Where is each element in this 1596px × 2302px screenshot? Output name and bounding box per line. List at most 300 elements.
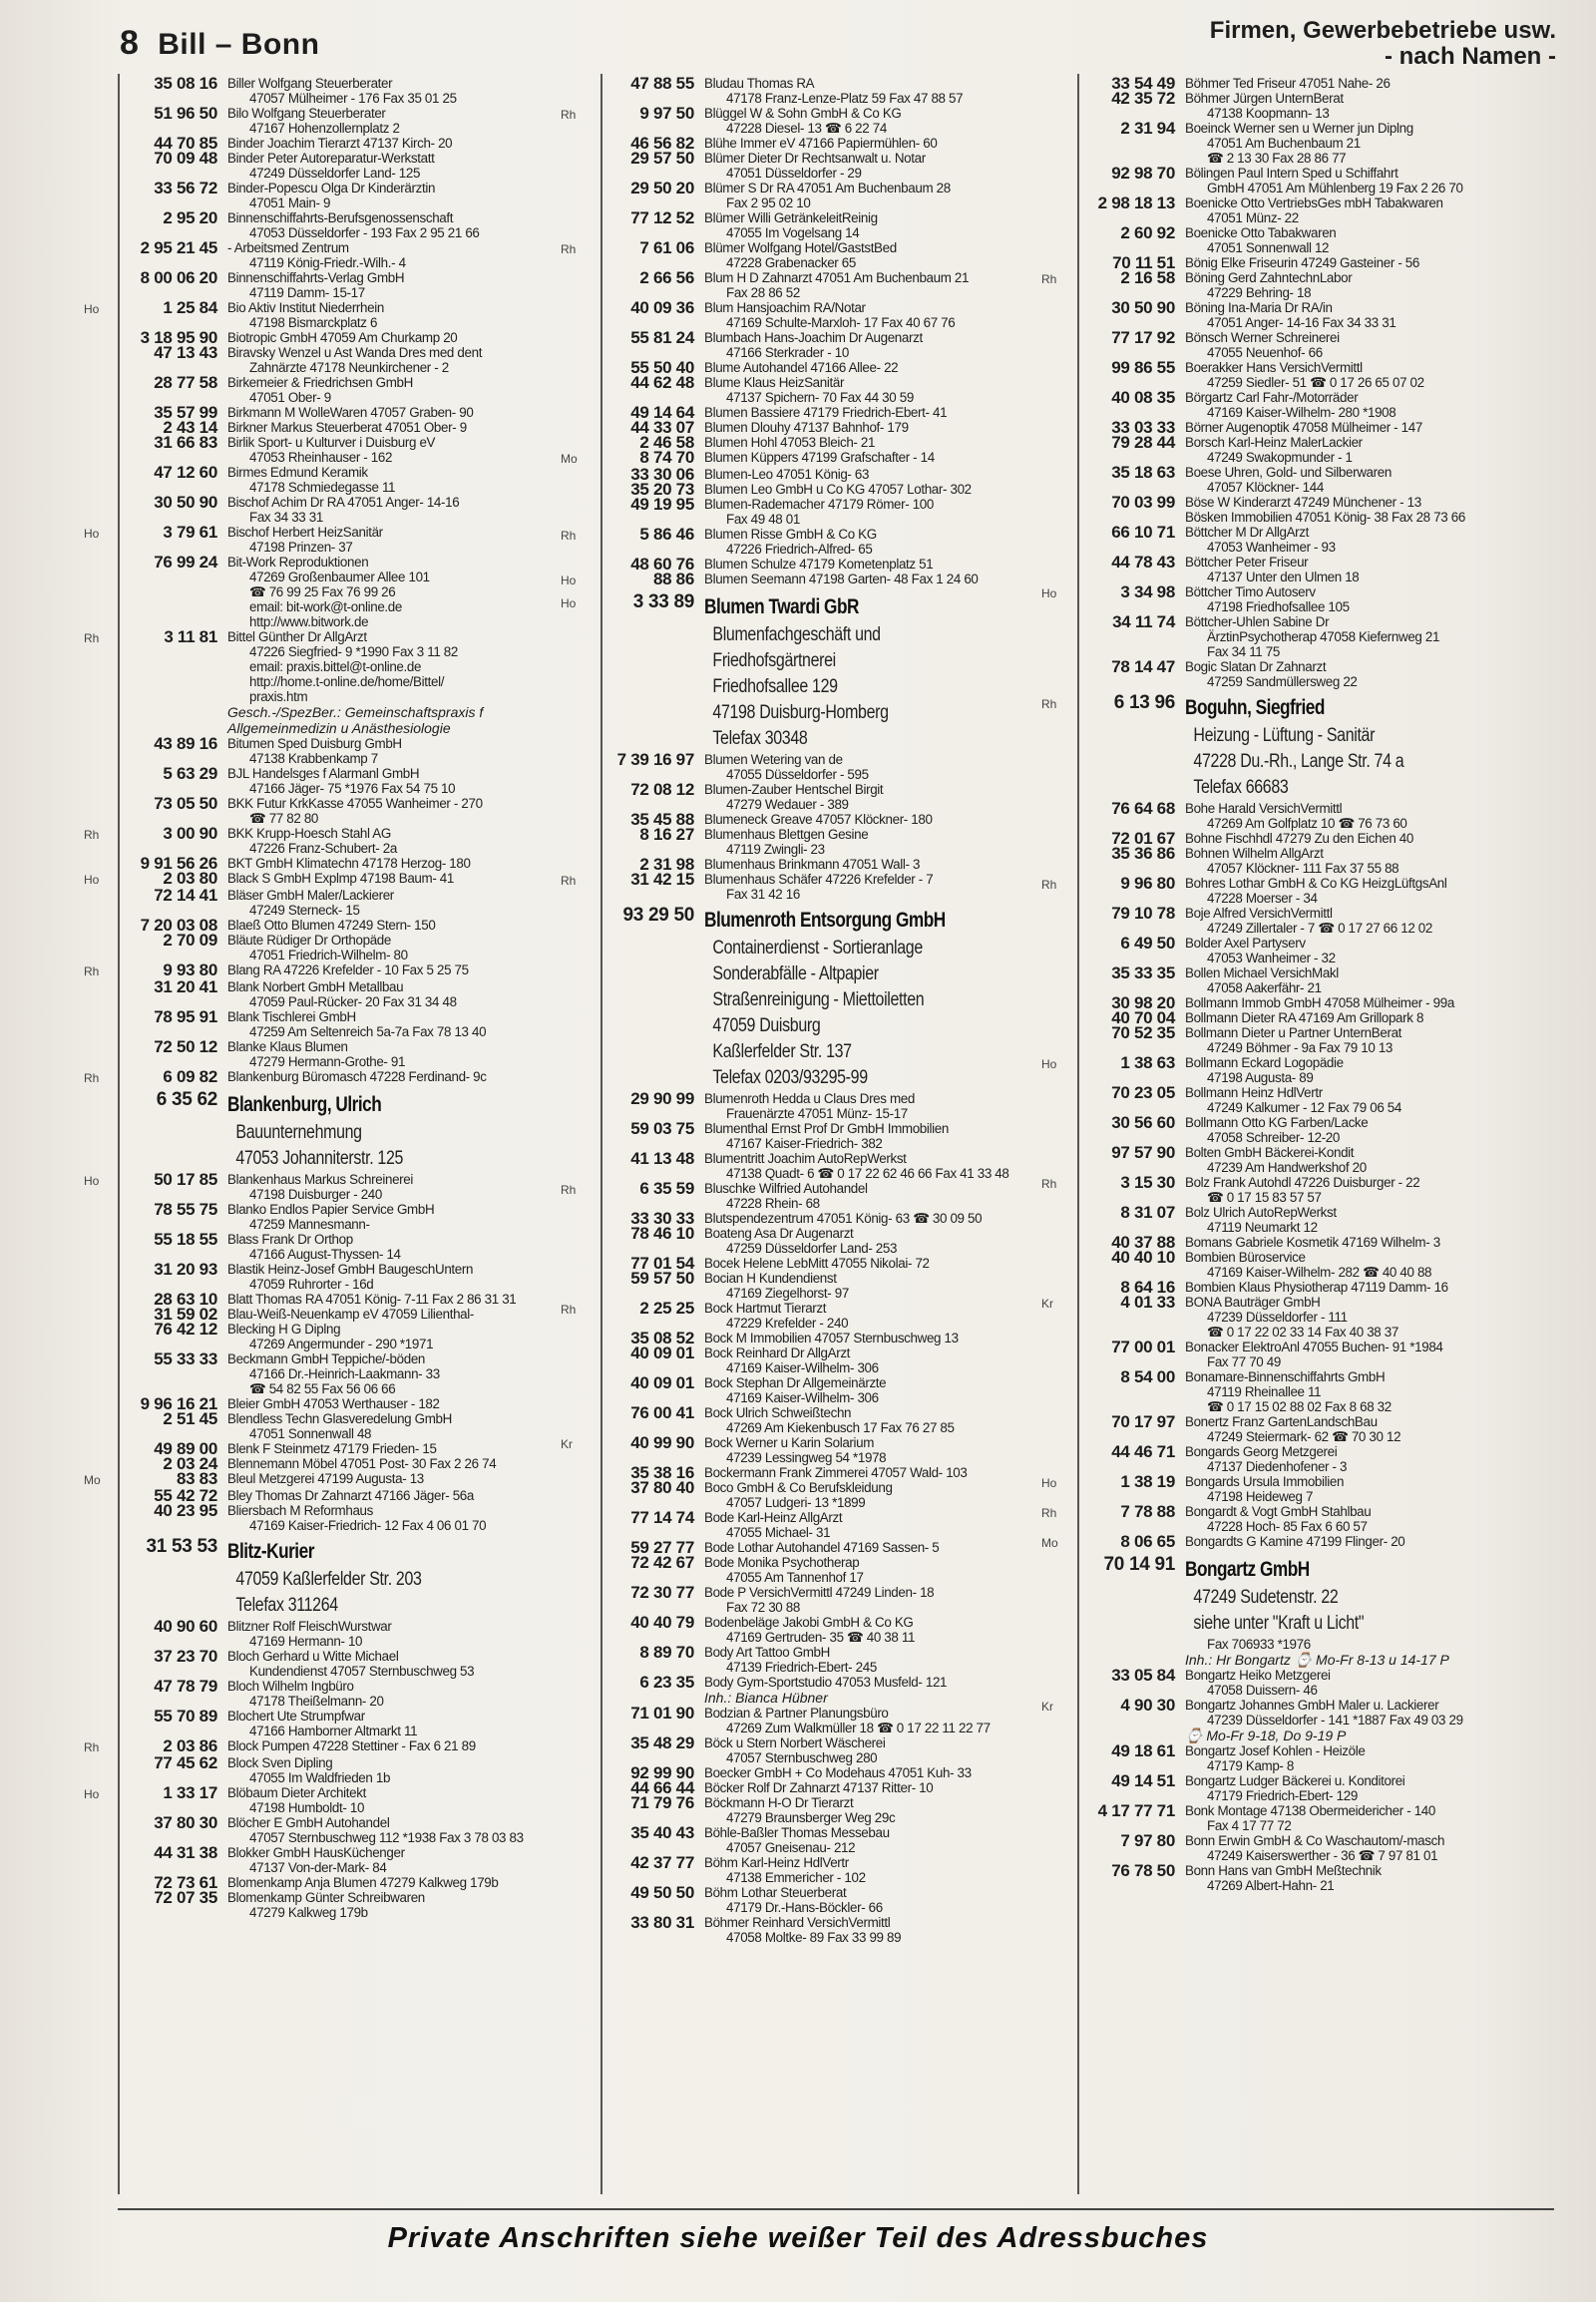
ad-line: siehe unter "Kraft u Licht" — [1193, 1613, 1365, 1634]
district-code — [84, 1875, 118, 1877]
phone-number: 72 07 35 — [154, 1888, 217, 1907]
entry-text — [1185, 1055, 1580, 1085]
listing-entry — [1041, 121, 1580, 166]
business-name: Bittel Günther Dr AllgArzt — [227, 629, 367, 644]
phone-number: 70 14 91 — [1103, 1554, 1175, 1575]
phone-number: 6 35 62 — [156, 1089, 217, 1110]
entry-text — [704, 908, 1077, 1091]
entry-line: 47166 Jäger- 75 *1976 Fax 54 75 10 — [249, 781, 456, 796]
phone-number: 7 61 06 — [639, 238, 694, 257]
phone-number: 49 50 50 — [630, 1883, 694, 1902]
phone-number: 35 18 63 — [1111, 463, 1175, 482]
entry-line: 47051 Ober- 9 — [249, 390, 331, 405]
entry-text — [704, 1780, 1077, 1795]
business-name: Bonertz Franz GartenLandschBau — [1185, 1414, 1378, 1429]
entry-text — [227, 979, 600, 1009]
business-name: Blumeneck Greave 47057 Klöckner- 180 — [704, 812, 933, 827]
listing-entry — [1041, 1295, 1580, 1340]
phone-number: 71 01 90 — [630, 1704, 694, 1723]
entry-text — [227, 888, 600, 918]
district-code — [84, 1503, 118, 1505]
district-code — [1041, 300, 1075, 302]
district-code — [1041, 1235, 1075, 1237]
phone-number: 44 78 43 — [1111, 553, 1175, 572]
phone-number: 88 86 — [652, 570, 694, 588]
district-code — [561, 1540, 595, 1542]
business-name: Böttcher-Uhlen Sabine Dr — [1185, 614, 1330, 629]
listing-entry — [1041, 1250, 1580, 1280]
entry-line: 47249 Kalkumer - 12 Fax 79 06 54 — [1207, 1100, 1401, 1115]
entry-text — [1185, 1557, 1580, 1652]
phone-number: 49 18 61 — [1111, 1741, 1175, 1760]
entry-line: 47269 Großenbaumer Allee 101 — [249, 570, 430, 584]
ad-title-row — [227, 1539, 600, 1567]
phone-number: 40 40 10 — [1111, 1248, 1175, 1267]
entry-note: ⌚ Mo-Fr 9-18, Do 9-19 P — [1185, 1727, 1347, 1743]
district-code — [1041, 465, 1075, 467]
business-name: Bischof Achim Dr RA 47051 Anger- 14-16 — [227, 495, 460, 510]
entry-line: 47167 Kaiser-Friedrich- 382 — [726, 1136, 883, 1151]
listing-entry — [84, 826, 600, 856]
entry-line: 47058 Moltke- 89 Fax 33 99 89 — [726, 1930, 902, 1945]
district-code — [1041, 1250, 1075, 1252]
phone-number: 5 63 29 — [163, 764, 217, 783]
phone-number: 30 50 90 — [1111, 298, 1175, 317]
listing-entry — [561, 330, 1077, 360]
business-name: Binnenschiffahrts-Berufsgenossenschaft — [227, 210, 454, 225]
phone-number: 59 57 50 — [630, 1269, 694, 1288]
district-code — [1041, 1773, 1075, 1775]
entry-line: 47279 Hermann-Grothe- 91 — [249, 1054, 406, 1069]
footer-note: Private Anschriften siehe weißer Teil des Adressbuches — [387, 2222, 1209, 2254]
phone-number: 41 13 48 — [630, 1149, 694, 1168]
district-code — [84, 1351, 118, 1353]
phone-number: 99 86 55 — [1111, 358, 1175, 377]
phone-number: 50 17 85 — [154, 1170, 217, 1189]
listing-entry — [1041, 360, 1580, 390]
listing-entry — [1041, 906, 1580, 936]
district-code — [84, 76, 118, 78]
entry-line: 47051 Sonnenwall 48 — [249, 1426, 372, 1441]
entry-text — [1185, 1414, 1580, 1444]
ad-line: Telefax 311264 — [235, 1595, 338, 1616]
phone-number: 31 66 83 — [154, 433, 217, 452]
phone-number: 2 70 09 — [163, 931, 217, 950]
business-name: Boenicke Otto Tabakwaren — [1185, 225, 1337, 240]
business-name: Body Gym-Sportstudio 47053 Musfeld- 121 — [704, 1675, 948, 1690]
listing-entry — [561, 1345, 1077, 1375]
phone-number: 40 09 01 — [630, 1343, 694, 1362]
district-code — [561, 1555, 595, 1557]
phone-number: 70 17 97 — [1111, 1412, 1175, 1431]
entry-text — [1185, 1698, 1580, 1727]
entry-line: http://home.t-online.de/home/Bittel/ — [249, 674, 445, 689]
phone-number: 7 78 88 — [1120, 1502, 1175, 1521]
entry-line: 47051 Anger- 14-16 Fax 34 33 31 — [1207, 315, 1396, 330]
entry-text — [1185, 1205, 1580, 1235]
entry-text — [1185, 390, 1580, 420]
business-name: BONA Bauträger GmbH — [1185, 1295, 1321, 1310]
entry-text — [704, 136, 1077, 151]
phone-number: 33 56 72 — [154, 179, 217, 197]
phone-number: 72 14 41 — [154, 886, 217, 905]
entry-text — [227, 856, 600, 871]
entry-line: 47229 Krefelder - 240 — [726, 1316, 849, 1331]
district-code — [84, 1755, 118, 1757]
business-name: Body Art Tattoo GmbH — [704, 1645, 830, 1660]
phone-number: 72 30 77 — [630, 1583, 694, 1602]
business-name: Bock Ulrich Schweißtechn — [704, 1405, 852, 1420]
business-name: Boenicke Otto VertriebsGes mbH Tabakwaren — [1185, 195, 1443, 210]
phone-number: 2 25 25 — [639, 1299, 694, 1318]
entry-line: 47259 Sandmüllersweg 22 — [1207, 674, 1358, 689]
district-code: Rh — [1041, 1177, 1057, 1191]
listing-entry — [561, 1091, 1077, 1121]
district-code — [1041, 390, 1075, 392]
business-name: Black S GmbH Explmp 47198 Baum- 41 — [227, 871, 455, 886]
entry-line: 47178 Theißelmann- 20 — [249, 1694, 384, 1709]
business-name: Bluschke Wilfried Autohandel — [704, 1181, 868, 1196]
entry-text — [1185, 255, 1580, 270]
district-code — [84, 270, 118, 272]
phone-number: 72 08 12 — [630, 780, 694, 799]
district-code: Rh — [561, 108, 577, 122]
business-name: Bollmann Immob GmbH 47058 Mülheimer - 99a — [1185, 995, 1454, 1010]
entry-line: GmbH 47051 Am Mühlenberg 19 Fax 2 26 70 — [1207, 181, 1463, 195]
phone-number: 31 20 93 — [154, 1260, 217, 1279]
district-code: Mo — [1041, 1536, 1058, 1550]
entry-text — [1185, 1145, 1580, 1175]
business-name: Blume Autohandel 47166 Allee- 22 — [704, 360, 899, 375]
listing-entry — [1041, 1369, 1580, 1414]
business-name: Boeinck Werner sen u Werner jun Diplng — [1185, 121, 1413, 136]
phone-number: 40 23 95 — [154, 1501, 217, 1520]
listing-entry — [84, 736, 600, 766]
business-name: BKK Futur KrkKasse 47055 Wanheimer - 270 — [227, 796, 483, 811]
entry-line: 47169 Kaiser-Wilhelm- 280 *1908 — [1207, 405, 1396, 420]
district-code — [561, 1480, 595, 1482]
district-code — [561, 467, 595, 469]
entry-line: 47198 Augusta- 89 — [1207, 1070, 1314, 1085]
entry-text — [1185, 1803, 1580, 1833]
district-code — [561, 1256, 595, 1258]
business-name: Böning Ina-Maria Dr RA/in — [1185, 300, 1333, 315]
entry-text — [227, 1471, 600, 1486]
entry-line: 47119 Damm- 15-17 — [249, 285, 365, 300]
entry-text — [704, 497, 1077, 527]
entry-line: Zahnärzte 47178 Neunkirchener - 2 — [249, 360, 449, 375]
district-code — [561, 1151, 595, 1153]
listing-entry — [561, 270, 1077, 300]
entry-text — [227, 1845, 600, 1875]
business-name: Bodzian & Partner Planungsbüro — [704, 1706, 889, 1721]
phone-number: 8 16 27 — [639, 825, 694, 844]
entry-text — [227, 1202, 600, 1232]
phone-number: 44 70 85 — [154, 134, 217, 153]
district-code — [561, 827, 595, 829]
business-name: Boecker GmbH + Co Modehaus 47051 Kuh- 33 — [704, 1765, 972, 1780]
listing-entry — [561, 181, 1077, 210]
entry-text — [704, 106, 1077, 136]
listing-entry — [84, 979, 600, 1009]
phone-number: 33 30 06 — [630, 465, 694, 484]
ad-line: Kaßlerfelder Str. 137 — [712, 1041, 852, 1062]
business-name: Birkemeier & Friedrichsen GmbH — [227, 375, 413, 390]
business-name: Bode P VersichVermittl 47249 Linden- 18 — [704, 1585, 935, 1600]
listing-column-2 — [561, 76, 1077, 2200]
district-code — [1041, 1340, 1075, 1342]
entry-text — [227, 181, 600, 210]
district-code — [1041, 1205, 1075, 1207]
district-code — [1041, 555, 1075, 557]
listing-entry — [1041, 846, 1580, 876]
listing-entry — [1041, 1444, 1580, 1474]
business-name: Blennemann Möbel 47051 Post- 30 Fax 2 26 74 — [227, 1456, 497, 1471]
entry-text — [1185, 831, 1580, 846]
phone-number: 2 95 20 — [163, 208, 217, 227]
district-code — [561, 1765, 595, 1767]
phone-number: 6 13 96 — [1113, 692, 1175, 713]
entry-line: Fax 2 95 02 10 — [726, 195, 811, 210]
district-code — [84, 1679, 118, 1681]
entry-text — [227, 405, 600, 420]
business-name: Blutspendezentrum 47051 König- 63 ☎ 30 09 50 — [704, 1211, 983, 1226]
entry-text — [1185, 801, 1580, 831]
district-code — [561, 1091, 595, 1093]
business-name: - Arbeitsmed Zentrum — [227, 240, 349, 255]
district-code — [561, 482, 595, 484]
entry-line: 47249 Zillertaler - 7 ☎ 0 17 27 66 12 02 — [1207, 921, 1433, 936]
phone-number: 2 43 14 — [163, 418, 217, 437]
phone-number: 2 16 58 — [1120, 268, 1175, 287]
entry-line: 47178 Schmiedegasse 11 — [249, 480, 396, 495]
business-name: Böning Gerd ZahntechnLabor — [1185, 270, 1353, 285]
business-name: Blanko Endlos Papier Service GmbH — [227, 1202, 435, 1217]
business-name: Blenk F Steinmetz 47179 Frieden- 15 — [227, 1441, 437, 1456]
ad-line: 47198 Duisburg-Homberg — [712, 702, 889, 723]
district-code — [84, 210, 118, 212]
entry-text — [227, 1307, 600, 1322]
listing-entry — [1041, 225, 1580, 255]
phone-number: 4 90 30 — [1120, 1696, 1175, 1715]
entry-text — [704, 1331, 1077, 1345]
entry-line: email: bit-work@t-online.de — [249, 599, 402, 614]
entry-text — [227, 1396, 600, 1411]
listing-entry — [84, 766, 600, 796]
phone-number: 40 99 90 — [630, 1433, 694, 1452]
business-name: Bloch Gerhard u Witte Michael — [227, 1649, 399, 1664]
listing-entry — [84, 1202, 600, 1232]
listing-entry — [84, 1709, 600, 1738]
district-code — [84, 1292, 118, 1294]
phone-number: 30 56 60 — [1111, 1113, 1175, 1132]
district-code: Kr — [1041, 1700, 1053, 1714]
entry-line: 47137 Unter den Ulmen 18 — [1207, 570, 1360, 584]
district-code — [1041, 1668, 1075, 1670]
entry-line: 47051 Münz- 22 — [1207, 210, 1299, 225]
listing-entry — [84, 210, 600, 240]
entry-text — [1185, 1010, 1580, 1025]
phone-number: 42 35 72 — [1111, 89, 1175, 108]
listing-entry — [1041, 1863, 1580, 1893]
listing-entry — [1041, 1743, 1580, 1773]
phone-number: 31 42 15 — [630, 870, 694, 889]
business-name: Bomans Gabriele Kosmetik 47169 Wilhelm- 3 — [1185, 1235, 1440, 1250]
district-code — [84, 1709, 118, 1711]
phone-number: 35 20 73 — [630, 480, 694, 499]
entry-line: 47051 Sonnenwall 12 — [1207, 240, 1330, 255]
business-name: Böhmer Jürgen UnternBerat — [1185, 91, 1344, 106]
phone-number: 49 14 51 — [1111, 1771, 1175, 1790]
listing-entry — [561, 872, 1077, 902]
entry-text — [1185, 965, 1580, 995]
district-code — [84, 435, 118, 437]
district-code — [1041, 906, 1075, 908]
section-title: Firmen, Gewerbebetriebe usw. — [1209, 17, 1556, 44]
entry-note: Allgemeinmedizin u Anästhesiologie — [227, 720, 451, 736]
entry-text — [704, 1345, 1077, 1375]
entry-text — [704, 330, 1077, 360]
district-code — [84, 1845, 118, 1847]
district-code — [1041, 614, 1075, 616]
listing-entry — [561, 1645, 1077, 1675]
entry-line: Fax 49 48 01 — [726, 512, 800, 527]
page-number: 8 — [120, 24, 140, 62]
district-code — [1041, 659, 1075, 661]
entry-text — [1185, 1504, 1580, 1534]
entry-line: 47119 Rheinallee 11 — [1207, 1384, 1322, 1399]
entry-line: ☎ 54 82 55 Fax 56 06 66 — [249, 1381, 396, 1396]
business-name: Blumen Dlouhy 47137 Bahnhof- 179 — [704, 420, 909, 435]
business-name: Bollmann Eckard Logopädie — [1185, 1055, 1344, 1070]
district-code: Rh — [84, 1071, 100, 1085]
district-code — [1041, 1414, 1075, 1416]
phone-number: 3 79 61 — [163, 523, 217, 542]
entry-text — [227, 1785, 600, 1815]
entry-text — [227, 871, 600, 886]
district-code — [1041, 495, 1075, 497]
district-code — [84, 181, 118, 183]
entry-line: 47057 Gneisenau- 212 — [726, 1840, 856, 1855]
district-code — [561, 1735, 595, 1737]
listing-entry — [84, 1845, 600, 1875]
district-code — [1041, 360, 1075, 362]
entry-line: 47057 Mülheimer - 176 Fax 35 01 25 — [249, 91, 457, 106]
entry-line: 47259 Düsseldorfer Land- 253 — [726, 1241, 898, 1256]
entry-text — [227, 495, 600, 525]
business-name: Blitzner Rolf FleischWurstwar — [227, 1619, 392, 1634]
phone-number: 46 56 82 — [630, 134, 694, 153]
business-name: Blumen Küppers 47199 Grafschafter - 14 — [704, 450, 935, 465]
listing-entry — [84, 1679, 600, 1709]
business-name: Blumen Leo GmbH u Co KG 47057 Lothar- 302 — [704, 482, 972, 497]
ad-line: 47059 Duisburg — [712, 1015, 821, 1036]
district-code — [1041, 76, 1075, 78]
district-code: Rh — [1041, 878, 1057, 892]
business-name: Bodenbeläge Jakobi GmbH & Co KG — [704, 1615, 914, 1630]
business-name: Blumenroth Entsorgung GmbH — [704, 909, 946, 932]
business-name: Bombien Büroservice — [1185, 1250, 1306, 1265]
business-name: Böhm Karl-Heinz HdlVertr — [704, 1855, 849, 1870]
phone-number: 77 14 74 — [630, 1508, 694, 1527]
page-header-left — [120, 24, 319, 63]
entry-text — [227, 375, 600, 405]
business-name: BKT GmbH Klimatechn 47178 Herzog- 180 — [227, 856, 471, 871]
phone-number: 2 31 94 — [1120, 119, 1175, 138]
entry-text — [1185, 270, 1580, 300]
ad-line: Straßenreinigung - Miettoiletten — [712, 989, 925, 1010]
phone-number: 55 81 24 — [630, 328, 694, 347]
entry-text — [227, 1262, 600, 1292]
entry-text — [1185, 936, 1580, 965]
listing-entry — [1041, 435, 1580, 465]
entry-line: 47138 Emmericher - 102 — [726, 1870, 866, 1885]
phone-number: 92 98 70 — [1111, 164, 1175, 183]
phone-number: 44 66 44 — [630, 1778, 694, 1797]
district-code — [561, 270, 595, 272]
entry-text — [227, 106, 600, 136]
phone-number: 4 17 77 71 — [1097, 1801, 1175, 1820]
business-name: Bleul Metzgerei 47199 Augusta- 13 — [227, 1471, 424, 1486]
business-name: Bock Werner u Karin Solarium — [704, 1435, 875, 1450]
business-name: Blöcher E GmbH Autohandel — [227, 1815, 390, 1830]
business-name: Block Sven Dipling — [227, 1755, 333, 1770]
business-name: Bleier GmbH 47053 Werthauser - 182 — [227, 1396, 440, 1411]
business-name: Bönig Elke Friseurin 47249 Gasteiner - 56 — [1185, 255, 1419, 270]
phone-number: 72 73 61 — [154, 1873, 217, 1892]
phone-number: 9 91 56 26 — [140, 854, 217, 873]
district-code — [561, 360, 595, 362]
listing-entry — [84, 1755, 600, 1785]
phone-number: 1 33 17 — [163, 1783, 217, 1802]
listing-entry — [84, 1441, 600, 1456]
entry-text — [227, 300, 600, 330]
entry-line: 47057 Sternbuschweg 112 *1938 Fax 3 78 03 83 — [249, 1830, 524, 1845]
entry-text — [1185, 1235, 1580, 1250]
district-code — [1041, 1743, 1075, 1745]
entry-line: Frauenärzte 47051 Münz- 15-17 — [726, 1106, 908, 1121]
phone-number: 40 37 88 — [1111, 1233, 1175, 1252]
listing-entry — [561, 812, 1077, 827]
business-name: Biller Wolfgang Steuerberater — [227, 76, 393, 91]
phone-number: 42 37 77 — [630, 1853, 694, 1872]
listing-entry — [1041, 1340, 1580, 1369]
district-code — [84, 1307, 118, 1309]
listing-entry — [561, 1405, 1077, 1435]
listing-entry — [84, 1262, 600, 1292]
entry-line: ☎ 76 99 25 Fax 76 99 26 — [249, 584, 396, 599]
phone-number: 3 15 30 — [1120, 1173, 1175, 1192]
business-name: Blomenkamp Anja Blumen 47279 Kalkweg 179b — [227, 1875, 499, 1890]
entry-text — [704, 1151, 1077, 1181]
phone-number: 49 14 64 — [630, 403, 694, 422]
phone-number: 1 38 63 — [1120, 1053, 1175, 1072]
district-code: Rh — [561, 874, 577, 888]
listing-entry — [561, 210, 1077, 240]
business-name: Block Pumpen 47228 Stettiner - Fax 6 21 89 — [227, 1738, 476, 1753]
business-name: Bonk Montage 47138 Obermeidericher - 140 — [1185, 1803, 1435, 1818]
business-name: Blümer Willi GetränkeleitReinig — [704, 210, 878, 225]
listing-entry — [84, 495, 600, 525]
ad-line: Telefax 66683 — [1193, 777, 1289, 798]
listing-column-1 — [84, 76, 600, 2200]
business-name: Bit-Work Reproduktionen — [227, 555, 369, 570]
phone-number: 35 08 16 — [154, 76, 217, 93]
business-name: Blokker GmbH HausKüchenger — [227, 1845, 405, 1860]
entry-text — [227, 240, 600, 270]
entry-text — [704, 467, 1077, 482]
business-name: Blecking H G Diplng — [227, 1322, 341, 1337]
